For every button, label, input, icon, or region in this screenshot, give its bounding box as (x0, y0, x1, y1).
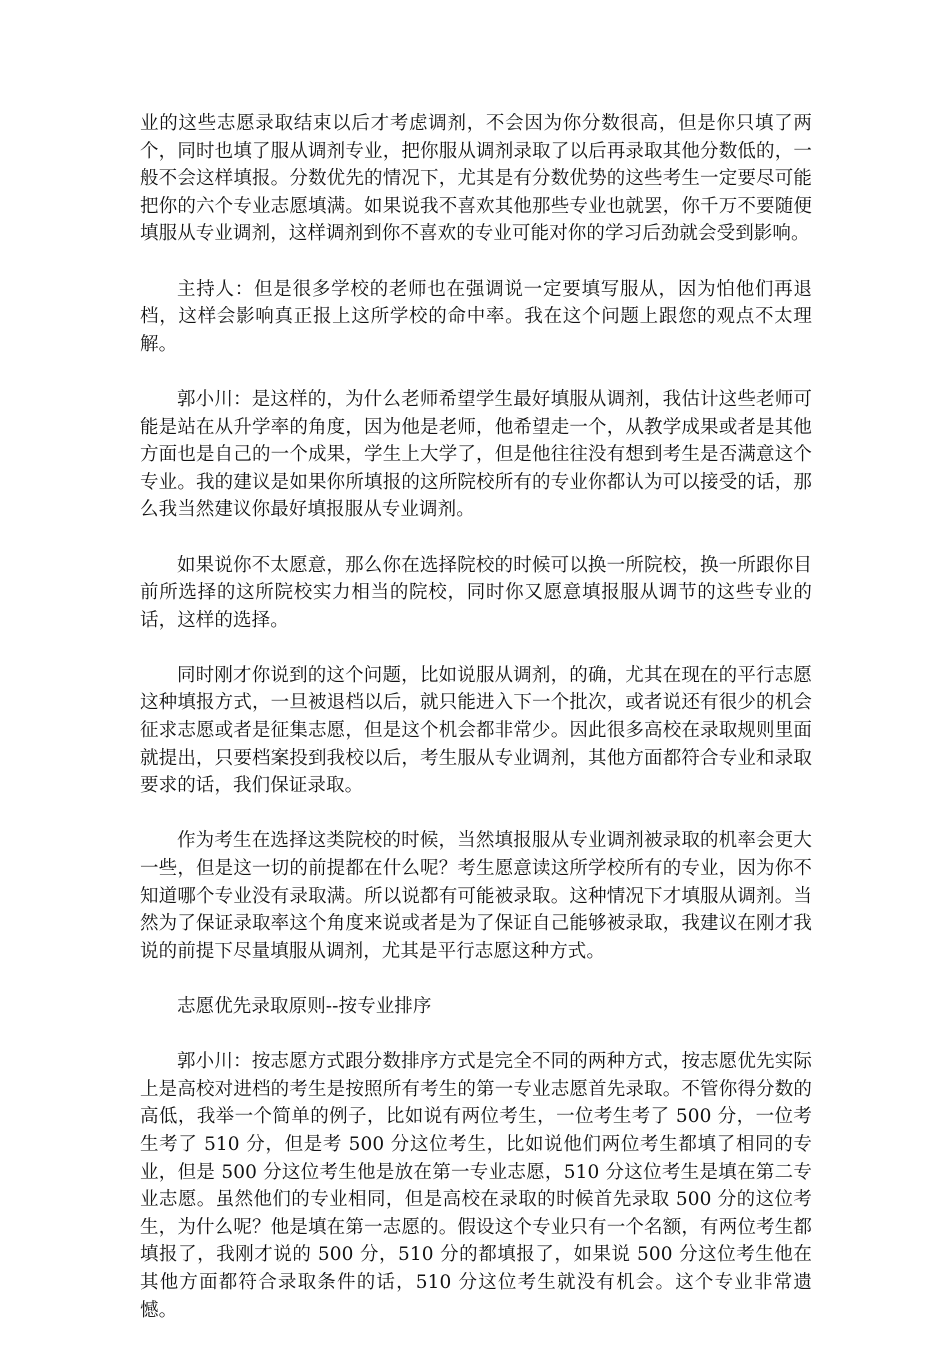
paragraph-7: 郭小川：按志愿方式跟分数排序方式是完全不同的两种方式，按志愿优先实际上是高校对进档的考生是按照所有考生的第一专业志愿首先录取。不管你得分数的高低，我举一个简单的例子，比如说有两位考生，一位考生考了 500 分，一位考生考了 510 分，但是考 500 分这位考生，比如说他们两位考生都填了相同的专业，但是 500 分这位考生他是放在第一专业志愿，510 分这位考生是填在第二专业志愿。虽然他们的专业相同，但是高校在录取的时候首先录取 500 分的这位考生，为什么呢？他是填在第一志愿的。假设这个专业只有一个名额，有两位考生都填报了，我刚才说的 500 分，510 分的都填报了，如果说 500 分这位考生他在其他方面都符合录取条件的话，510 分这位考生就没有机会。这个专业非常遗憾。 (140, 1051, 812, 1321)
paragraph-5: 同时刚才你说到的这个问题，比如说服从调剂，的确，尤其在现在的平行志愿这种填报方式，一旦被退档以后，就只能进入下一个批次，或者说还有很少的机会征求志愿或者是征集志愿，但是这个机会都非常少。因此很多高校在录取规则里面就提出，只要档案投到我校以后，考生服从专业调剂，其他方面都符合专业和录取要求的话，我们保证录取。 (140, 664, 812, 797)
paragraph-2: 主持人：但是很多学校的老师也在强调说一定要填写服从，因为怕他们再退档，这样会影响真正报上这所学校的命中率。我在这个问题上跟您的观点不太理解。 (140, 278, 812, 355)
document-body (140, 110, 812, 1352)
section-heading: 志愿优先录取原则--按专业排序 (177, 996, 432, 1017)
paragraph-4: 如果说你不太愿意，那么你在选择院校的时候可以换一所院校，换一所跟你目前所选择的这所院校实力相当的院校，同时你又愿意填报服从调节的这些专业的话，这样的选择。 (140, 554, 812, 631)
paragraph-1: 业的这些志愿录取结束以后才考虑调剂，不会因为你分数很高，但是你只填了两个，同时也填了服从调剂专业，把你服从调剂录取了以后再录取其他分数低的，一般不会这样填报。分数优先的情况下，尤其是有分数优势的这些考生一定要尽可能把你的六个专业志愿填满。如果说我不喜欢其他那些专业也就罢，你千万不要随便填服从专业调剂，这样调剂到你不喜欢的专业可能对你的学习后劲就会受到影响。 (140, 113, 812, 245)
paragraph-6: 作为考生在选择这类院校的时候，当然填报服从专业调剂被录取的机率会更大一些，但是这一切的前提都在什么呢？考生愿意读这所学校所有的专业，因为你不知道哪个专业没有录取满。所以说都有可能被录取。这种情况下才填服从调剂。当然为了保证录取率这个角度来说或者是为了保证自己能够被录取，我建议在刚才我说的前提下尽量填服从调剂，尤其是平行志愿这种方式。 (140, 830, 812, 962)
paragraph-3: 郭小川：是这样的，为什么老师希望学生最好填服从调剂，我估计这些老师可能是站在从升学率的角度，因为他是老师，他希望走一个，从教学成果或者是其他方面也是自己的一个成果，学生上大学了，但是他往往没有想到考生是否满意这个专业。我的建议是如果你所填报的这所院校所有的专业你都认为可以接受的话，那么我当然建议你最好填报服从专业调剂。 (140, 388, 812, 521)
